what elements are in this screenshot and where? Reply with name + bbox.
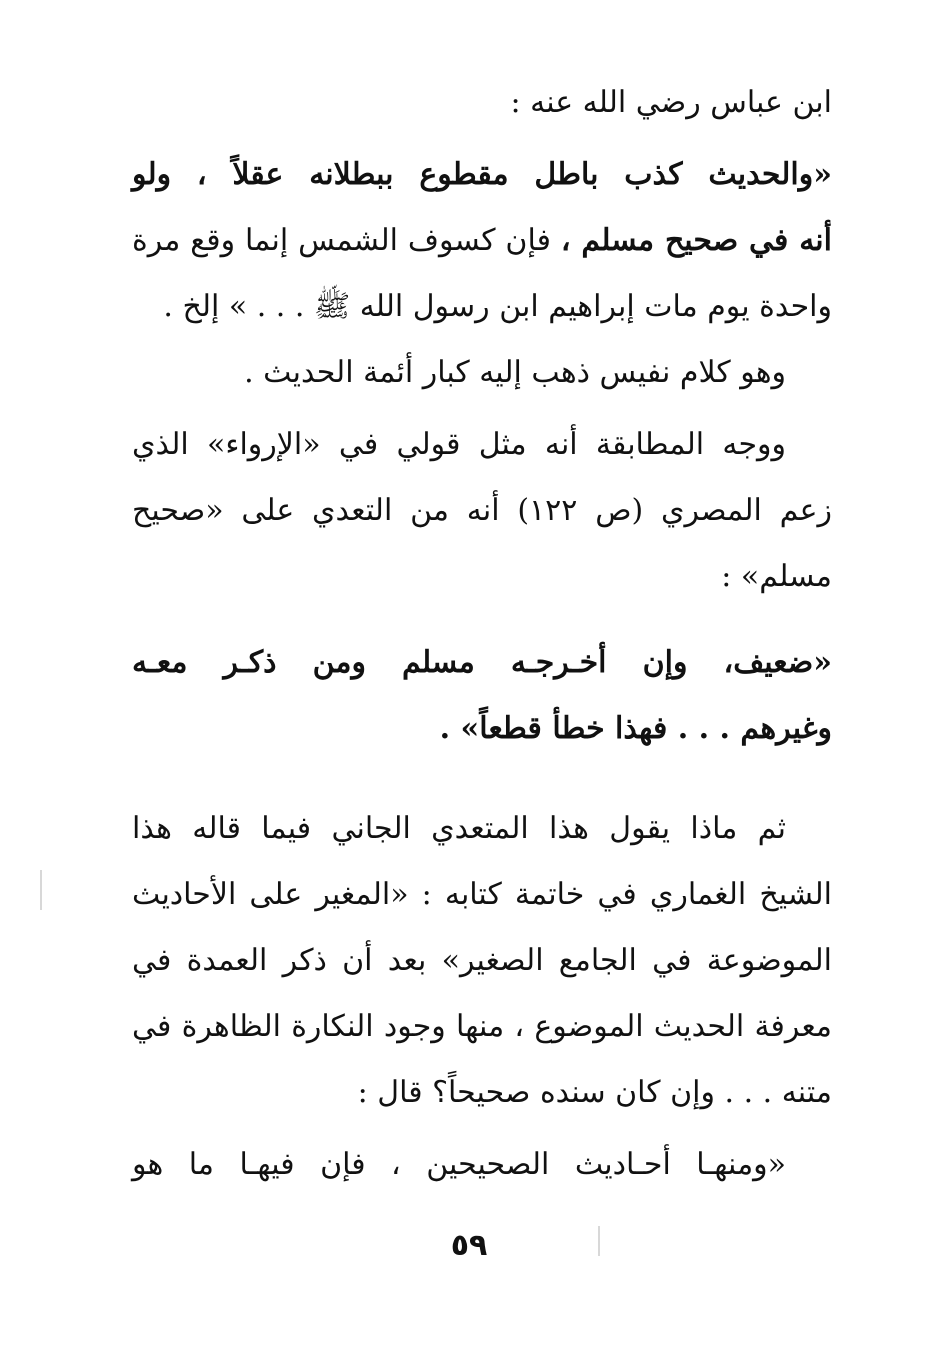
quote-line-2-regular: فإن كسوف الشمس إنما وقع مرة xyxy=(132,223,561,258)
quote-line-3: واحدة يوم مات إبراهيم ابن رسول الله ﷺ . . . » إلخ . xyxy=(163,289,832,324)
paragraph-2-line-1: وهو كلام نفيس ذهب إليه كبار أئمة الحديث . xyxy=(244,355,786,390)
quote-line-2 xyxy=(132,208,832,274)
paragraph-4-line-4: معرفة الحديث الموضوع ، منها وجود النكارة الظاهرة في xyxy=(132,1009,832,1044)
paragraph-4-line-1: ثم ماذا يقول هذا المتعدي الجاني فيما قاله هذا xyxy=(132,811,786,846)
quote-3-line-1: «ومنهـا أحـاديث الصحيحين ، فإن فيهـا ما هو xyxy=(132,1147,786,1182)
quote-2-line-2 xyxy=(132,696,832,762)
paragraph-4-line-3: الموضوعة في الجامع الصغير» بعد أن ذكر العمدة في xyxy=(132,943,832,978)
scan-mark xyxy=(40,870,42,910)
paragraph-4-line-2: الشيخ الغماري في خاتمة كتابه : «المغير على الأحاديث xyxy=(132,877,832,912)
quote-2-line-2-part-2: فهذا خطأ قطعاً» . xyxy=(439,711,678,746)
text-line-1: ابن عباس رضي الله عنه : xyxy=(510,85,832,120)
page-number: ٥٩ xyxy=(450,1228,488,1263)
quote-2-line-1: «ضعيف، وإن أخـرجـه مسلم ومن ذكـر معـه xyxy=(132,645,832,680)
paragraph-3-line-3: مسلم» : xyxy=(721,559,832,594)
quote-line-1: «والحديث كذب باطل مقطوع ببطلانه عقلاً ، ولو xyxy=(132,157,832,192)
quote-2-line-2-part-1: وغيرهم . . . xyxy=(677,711,832,746)
paragraph-3-line-2: زعم المصري (ص ١٢٢) أنه من التعدي على «صحيح xyxy=(132,493,832,528)
paragraph-3-line-1: ووجه المطابقة أنه مثل قولي في «الإرواء» الذي xyxy=(132,427,786,462)
page-body xyxy=(132,70,832,1198)
scan-mark xyxy=(598,1226,600,1256)
quote-line-2-bold: أنه في صحيح مسلم ، xyxy=(560,223,832,258)
paragraph-4-line-5: متنه . . . وإن كان سنده صحيحاً؟ قال : xyxy=(357,1075,832,1110)
